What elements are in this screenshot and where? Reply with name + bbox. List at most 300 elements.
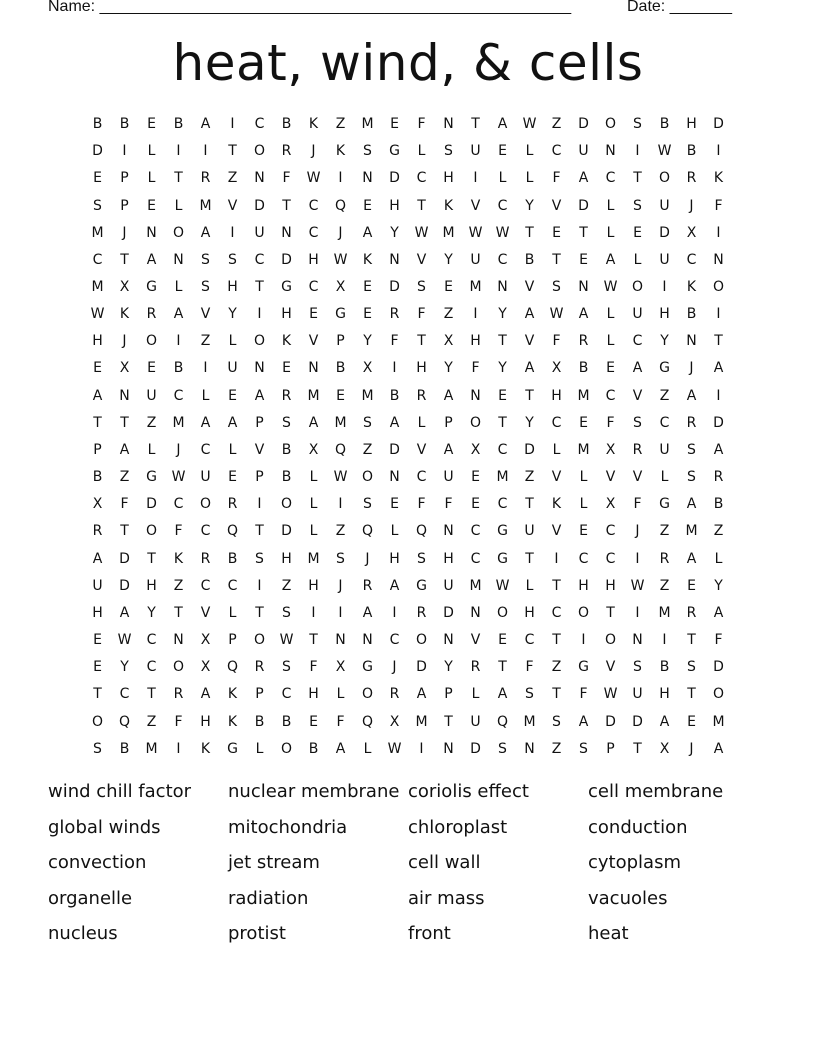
- grid-letter: W: [468, 224, 483, 241]
- grid-letter: C: [146, 632, 157, 649]
- grid-row: [84, 681, 732, 708]
- grid-letter: W: [657, 143, 672, 160]
- grid-letter: O: [577, 604, 590, 621]
- grid-letter: L: [390, 523, 399, 540]
- grid-letter: B: [713, 496, 724, 513]
- grid-letter: L: [633, 251, 642, 268]
- grid-letter: G: [281, 279, 292, 296]
- grid-letter: H: [92, 333, 103, 350]
- grid-letter: P: [228, 632, 237, 649]
- grid-letter: D: [281, 251, 292, 268]
- grid-letter: J: [338, 224, 343, 241]
- grid-letter: V: [605, 469, 616, 486]
- grid-letter: Q: [334, 197, 347, 214]
- grid-letter: H: [281, 550, 292, 567]
- grid-letter: L: [660, 469, 669, 486]
- grid-letter: M: [658, 604, 671, 621]
- grid-letter: B: [254, 713, 265, 730]
- grid-letter: S: [282, 414, 291, 431]
- grid-letter: N: [389, 469, 400, 486]
- grid-letter: O: [631, 279, 644, 296]
- grid-letter: B: [173, 116, 184, 133]
- grid-letter: V: [470, 197, 481, 214]
- grid-letter: X: [335, 659, 346, 676]
- grid-letter: W: [387, 740, 402, 757]
- grid-letter: I: [257, 496, 262, 513]
- grid-letter: U: [227, 360, 238, 377]
- grid-letter: P: [444, 686, 453, 703]
- grid-letter: W: [90, 306, 105, 323]
- grid-letter: O: [361, 686, 374, 703]
- grid-letter: O: [280, 740, 293, 757]
- grid-letter: C: [281, 686, 292, 703]
- grid-letter: W: [549, 306, 564, 323]
- grid-letter: K: [173, 550, 184, 567]
- grid-letter: B: [92, 469, 103, 486]
- grid-letter: E: [228, 469, 237, 486]
- grid-letter: B: [389, 387, 400, 404]
- grid-letter: I: [338, 604, 343, 621]
- grid-letter: E: [633, 224, 642, 241]
- grid-letter: Y: [498, 360, 507, 377]
- grid-letter: M: [523, 713, 536, 730]
- grid-letter: L: [228, 604, 237, 621]
- grid-letter: Z: [659, 387, 670, 404]
- grid-letter: D: [713, 414, 724, 431]
- grid-row: [84, 518, 732, 545]
- grid-letter: E: [498, 387, 507, 404]
- grid-letter: W: [414, 224, 429, 241]
- grid-letter: C: [200, 441, 211, 458]
- grid-letter: T: [552, 577, 561, 594]
- grid-letter: D: [254, 197, 265, 214]
- grid-letter: I: [392, 604, 397, 621]
- grid-letter: O: [604, 116, 617, 133]
- grid-letter: S: [498, 740, 507, 757]
- grid-letter: U: [659, 197, 670, 214]
- grid-letter: P: [255, 414, 264, 431]
- grid-letter: I: [635, 143, 640, 160]
- grid-letter: T: [93, 686, 102, 703]
- grid-letter: H: [551, 387, 562, 404]
- grid-row: [84, 627, 732, 654]
- grid-letter: C: [497, 496, 508, 513]
- grid-letter: C: [605, 170, 616, 187]
- name-field-label: Name: _____________________________________________________: [48, 0, 572, 15]
- grid-letter: I: [122, 143, 127, 160]
- grid-letter: O: [145, 333, 158, 350]
- grid-letter: L: [147, 170, 156, 187]
- grid-letter: F: [282, 170, 291, 187]
- grid-letter: A: [524, 360, 535, 377]
- grid-letter: O: [658, 170, 671, 187]
- grid-row: [84, 165, 732, 192]
- grid-letter: Y: [444, 251, 453, 268]
- grid-letter: N: [470, 604, 481, 621]
- grid-letter: C: [308, 279, 319, 296]
- grid-letter: F: [336, 713, 345, 730]
- grid-letter: E: [471, 496, 480, 513]
- grid-letter: N: [470, 387, 481, 404]
- grid-letter: L: [579, 496, 588, 513]
- grid-letter: S: [93, 740, 102, 757]
- grid-letter: E: [579, 414, 588, 431]
- word-list: [48, 776, 768, 954]
- grid-letter: L: [714, 550, 723, 567]
- grid-letter: E: [687, 713, 696, 730]
- grid-letter: A: [713, 360, 724, 377]
- grid-letter: N: [335, 632, 346, 649]
- grid-letter: S: [282, 659, 291, 676]
- grid-letter: C: [605, 523, 616, 540]
- grid-letter: L: [525, 170, 534, 187]
- grid-letter: A: [686, 387, 697, 404]
- grid-row: [84, 138, 732, 165]
- grid-letter: G: [659, 496, 670, 513]
- grid-letter: N: [281, 224, 292, 241]
- grid-letter: S: [201, 279, 210, 296]
- grid-letter: A: [389, 577, 400, 594]
- grid-letter: T: [552, 686, 561, 703]
- grid-letter: F: [120, 496, 129, 513]
- grid-row: [84, 708, 732, 735]
- grid-letter: A: [227, 414, 238, 431]
- grid-letter: S: [444, 143, 453, 160]
- grid-letter: A: [713, 604, 724, 621]
- grid-letter: Y: [660, 333, 669, 350]
- grid-letter: P: [444, 414, 453, 431]
- grid-letter: O: [712, 686, 725, 703]
- grid-letter: K: [443, 197, 454, 214]
- grid-letter: D: [92, 143, 103, 160]
- grid-letter: P: [120, 197, 129, 214]
- grid-letter: E: [309, 306, 318, 323]
- grid-letter: U: [92, 577, 103, 594]
- grid-letter: N: [362, 632, 373, 649]
- grid-letter: T: [228, 143, 237, 160]
- grid-letter: A: [686, 496, 697, 513]
- grid-letter: N: [389, 251, 400, 268]
- grid-letter: A: [578, 306, 589, 323]
- grid-letter: A: [200, 116, 211, 133]
- grid-letter: T: [498, 414, 507, 431]
- grid-letter: F: [471, 360, 480, 377]
- grid-letter: D: [524, 441, 535, 458]
- grid-letter: I: [581, 632, 586, 649]
- word-list-item: air mass: [408, 887, 485, 909]
- grid-letter: G: [578, 659, 589, 676]
- grid-letter: R: [362, 577, 373, 594]
- grid-letter: B: [119, 116, 130, 133]
- grid-letter: S: [579, 740, 588, 757]
- grid-letter: M: [361, 387, 374, 404]
- grid-letter: C: [551, 604, 562, 621]
- grid-letter: A: [119, 604, 130, 621]
- grid-letter: T: [93, 414, 102, 431]
- grid-letter: O: [415, 632, 428, 649]
- grid-letter: I: [338, 170, 343, 187]
- grid-letter: W: [306, 170, 321, 187]
- grid-letter: B: [659, 659, 670, 676]
- grid-letter: L: [606, 224, 615, 241]
- grid-row: [84, 274, 732, 301]
- grid-letter: M: [469, 279, 482, 296]
- grid-letter: R: [281, 387, 292, 404]
- grid-letter: N: [443, 523, 454, 540]
- grid-letter: K: [119, 306, 130, 323]
- grid-letter: X: [200, 659, 211, 676]
- grid-letter: C: [92, 251, 103, 268]
- grid-letter: M: [685, 523, 698, 540]
- grid-letter: F: [579, 686, 588, 703]
- grid-letter: T: [309, 632, 318, 649]
- grid-letter: A: [200, 414, 211, 431]
- grid-letter: M: [307, 550, 320, 567]
- grid-letter: I: [338, 496, 343, 513]
- grid-letter: T: [120, 414, 129, 431]
- grid-letter: E: [93, 170, 102, 187]
- grid-letter: R: [659, 550, 670, 567]
- grid-letter: C: [389, 632, 400, 649]
- grid-letter: H: [146, 577, 157, 594]
- grid-letter: R: [92, 523, 103, 540]
- grid-letter: I: [662, 279, 667, 296]
- grid-letter: X: [605, 496, 616, 513]
- grid-letter: B: [281, 469, 292, 486]
- grid-letter: S: [525, 686, 534, 703]
- grid-letter: V: [200, 306, 211, 323]
- grid-letter: A: [92, 550, 103, 567]
- grid-letter: H: [416, 360, 427, 377]
- grid-letter: Z: [443, 306, 454, 323]
- grid-letter: O: [145, 523, 158, 540]
- grid-letter: R: [416, 604, 427, 621]
- grid-letter: R: [686, 604, 697, 621]
- grid-letter: T: [147, 550, 156, 567]
- grid-letter: L: [417, 414, 426, 431]
- grid-letter: T: [174, 170, 183, 187]
- grid-letter: T: [525, 224, 534, 241]
- grid-letter: L: [498, 170, 507, 187]
- grid-letter: R: [470, 659, 481, 676]
- grid-letter: S: [255, 550, 264, 567]
- grid-letter: F: [174, 523, 183, 540]
- grid-letter: D: [119, 577, 130, 594]
- grid-letter: I: [635, 604, 640, 621]
- grid-letter: A: [200, 224, 211, 241]
- grid-letter: C: [308, 197, 319, 214]
- grid-letter: K: [308, 116, 319, 133]
- grid-letter: Y: [498, 306, 507, 323]
- grid-letter: Z: [335, 116, 346, 133]
- grid-letter: K: [551, 496, 562, 513]
- grid-letter: N: [686, 333, 697, 350]
- grid-letter: H: [605, 577, 616, 594]
- grid-letter: L: [552, 441, 561, 458]
- grid-letter: A: [389, 414, 400, 431]
- grid-letter: E: [147, 360, 156, 377]
- word-list-item: nucleus: [48, 923, 118, 944]
- word-list-item: cell membrane: [588, 781, 724, 802]
- grid-letter: J: [365, 550, 370, 567]
- grid-letter: N: [605, 143, 616, 160]
- grid-letter: C: [416, 170, 427, 187]
- grid-letter: P: [93, 441, 102, 458]
- grid-letter: T: [633, 170, 642, 187]
- grid-letter: D: [578, 116, 589, 133]
- grid-letter: K: [713, 170, 724, 187]
- grid-letter: S: [417, 550, 426, 567]
- grid-letter: A: [713, 740, 724, 757]
- grid-letter: N: [362, 170, 373, 187]
- grid-letter: M: [361, 116, 374, 133]
- grid-letter: F: [444, 496, 453, 513]
- grid-letter: M: [334, 414, 347, 431]
- grid-letter: W: [333, 469, 348, 486]
- grid-letter: M: [307, 387, 320, 404]
- grid-letter: K: [686, 279, 697, 296]
- grid-letter: R: [281, 143, 292, 160]
- grid-letter: K: [227, 686, 238, 703]
- grid-letter: T: [525, 387, 534, 404]
- grid-letter: S: [93, 197, 102, 214]
- grid-letter: I: [473, 306, 478, 323]
- grid-letter: A: [173, 306, 184, 323]
- grid-letter: N: [308, 360, 319, 377]
- grid-letter: F: [417, 306, 426, 323]
- grid-letter: Z: [659, 577, 670, 594]
- grid-letter: I: [176, 333, 181, 350]
- grid-letter: V: [632, 469, 643, 486]
- grid-letter: J: [122, 224, 127, 241]
- grid-letter: B: [92, 116, 103, 133]
- grid-letter: C: [227, 577, 238, 594]
- grid-letter: Z: [362, 441, 373, 458]
- grid-letter: A: [200, 686, 211, 703]
- grid-letter: M: [712, 713, 725, 730]
- grid-letter: M: [577, 387, 590, 404]
- grid-letter: C: [200, 577, 211, 594]
- grid-letter: T: [498, 659, 507, 676]
- grid-letter: C: [308, 224, 319, 241]
- grid-row: [84, 111, 732, 138]
- grid-letter: E: [363, 197, 372, 214]
- grid-letter: N: [254, 170, 265, 187]
- grid-letter: U: [200, 469, 211, 486]
- grid-letter: T: [417, 333, 426, 350]
- grid-letter: T: [687, 632, 696, 649]
- grid-letter: J: [689, 740, 694, 757]
- grid-letter: E: [552, 224, 561, 241]
- word-list-item: convection: [48, 852, 147, 873]
- grid-letter: L: [606, 333, 615, 350]
- grid-letter: H: [281, 306, 292, 323]
- grid-letter: I: [635, 550, 640, 567]
- word-list-item: cytoplasm: [588, 852, 681, 873]
- grid-letter: J: [689, 197, 694, 214]
- grid-letter: B: [686, 306, 697, 323]
- grid-letter: S: [633, 116, 642, 133]
- grid-letter: L: [525, 143, 534, 160]
- grid-letter: G: [362, 659, 373, 676]
- grid-letter: I: [473, 170, 478, 187]
- grid-row: [84, 192, 732, 219]
- grid-letter: O: [172, 224, 185, 241]
- grid-letter: P: [255, 469, 264, 486]
- grid-letter: O: [712, 279, 725, 296]
- grid-row: [84, 220, 732, 247]
- grid-letter: C: [119, 686, 130, 703]
- grid-letter: O: [469, 414, 482, 431]
- grid-letter: F: [309, 659, 318, 676]
- grid-letter: Y: [228, 306, 237, 323]
- grid-letter: W: [495, 577, 510, 594]
- grid-letter: S: [687, 659, 696, 676]
- word-list-item: wind chill factor: [48, 781, 192, 802]
- grid-letter: E: [93, 360, 102, 377]
- grid-letter: I: [716, 387, 721, 404]
- grid-letter: Q: [361, 713, 374, 730]
- grid-letter: T: [255, 523, 264, 540]
- grid-letter: Z: [335, 523, 346, 540]
- grid-letter: R: [173, 686, 184, 703]
- grid-letter: E: [282, 360, 291, 377]
- grid-letter: N: [254, 360, 265, 377]
- grid-letter: B: [281, 441, 292, 458]
- grid-letter: E: [579, 251, 588, 268]
- grid-letter: H: [659, 306, 670, 323]
- grid-letter: X: [443, 333, 454, 350]
- word-list-item: front: [408, 923, 451, 944]
- grid-letter: L: [309, 496, 318, 513]
- grid-letter: Q: [226, 523, 239, 540]
- grid-letter: T: [633, 740, 642, 757]
- grid-letter: W: [171, 469, 186, 486]
- grid-letter: A: [443, 441, 454, 458]
- grid-letter: V: [227, 197, 238, 214]
- grid-letter: D: [443, 604, 454, 621]
- word-list-item: conduction: [588, 816, 688, 838]
- grid-letter: L: [228, 333, 237, 350]
- grid-letter: I: [230, 224, 235, 241]
- grid-letter: J: [635, 523, 640, 540]
- grid-letter: H: [443, 170, 454, 187]
- grid-letter: A: [308, 414, 319, 431]
- grid-letter: N: [119, 387, 130, 404]
- grid-letter: O: [199, 496, 212, 513]
- grid-letter: D: [119, 550, 130, 567]
- grid-letter: F: [552, 170, 561, 187]
- grid-letter: O: [253, 143, 266, 160]
- grid-letter: X: [686, 224, 697, 241]
- grid-letter: Y: [714, 577, 723, 594]
- grid-letter: I: [716, 306, 721, 323]
- grid-letter: L: [606, 306, 615, 323]
- grid-letter: T: [147, 686, 156, 703]
- grid-letter: N: [524, 740, 535, 757]
- grid-letter: D: [470, 740, 481, 757]
- grid-letter: D: [713, 659, 724, 676]
- word-list-item: radiation: [228, 887, 309, 909]
- grid-letter: D: [389, 279, 400, 296]
- grid-letter: Y: [444, 659, 453, 676]
- grid-letter: M: [91, 224, 104, 241]
- header-line: [48, 0, 748, 20]
- grid-letter: S: [552, 713, 561, 730]
- grid-letter: T: [525, 496, 534, 513]
- grid-letter: B: [524, 251, 535, 268]
- grid-letter: N: [578, 279, 589, 296]
